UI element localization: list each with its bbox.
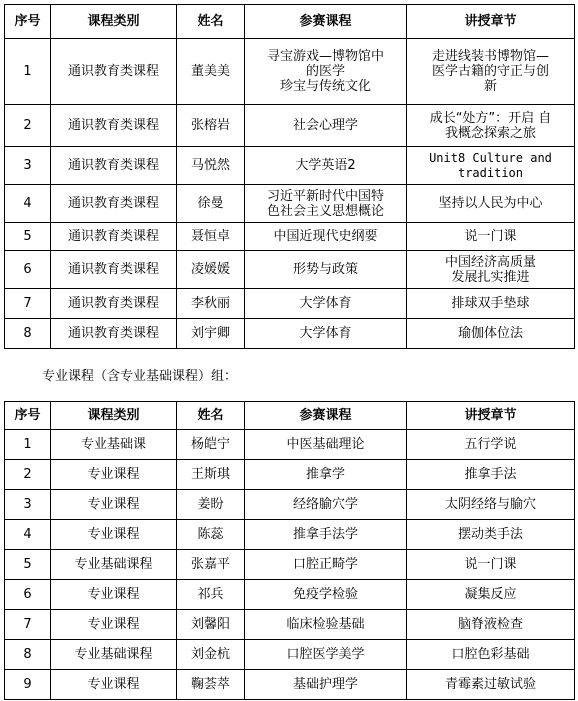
- cell-no: 5: [5, 223, 51, 251]
- cell-course: 基础护理学: [245, 670, 407, 700]
- cell-name: 徐曼: [177, 185, 245, 223]
- header-course: 参赛课程: [245, 402, 407, 430]
- cell-course: 中医基础理论: [245, 430, 407, 460]
- cell-name: 张嘉平: [177, 550, 245, 580]
- table-row: [5, 251, 575, 289]
- cell-course: 推拿学: [245, 460, 407, 490]
- cell-no: 1: [5, 430, 51, 460]
- cell-chapter: 摆动类手法: [407, 520, 575, 550]
- cell-course: 大学体育: [245, 319, 407, 349]
- table-row: [5, 550, 575, 580]
- cell-course: 大学英语2: [245, 147, 407, 185]
- cell-no: 3: [5, 490, 51, 520]
- table-row: [5, 460, 575, 490]
- cell-course: 口腔医学美学: [245, 640, 407, 670]
- cell-type: 专业基础课程: [51, 550, 177, 580]
- cell-course: 经络腧穴学: [245, 490, 407, 520]
- cell-type: 通识教育类课程: [51, 105, 177, 147]
- header-chapter: 讲授章节: [407, 402, 575, 430]
- cell-name: 陈蕊: [177, 520, 245, 550]
- cell-name: 凌媛媛: [177, 251, 245, 289]
- cell-type: 专业课程: [51, 670, 177, 700]
- table-row: [5, 39, 575, 105]
- cell-no: 2: [5, 460, 51, 490]
- cell-no: 9: [5, 670, 51, 700]
- cell-chapter: Unit8 Culture and tradition: [407, 147, 575, 185]
- section-heading: 专业课程（含专业基础课程）组：: [42, 369, 238, 384]
- table-row: [5, 289, 575, 319]
- table-row: [5, 580, 575, 610]
- cell-type: 专业基础课程: [51, 640, 177, 670]
- cell-no: 4: [5, 185, 51, 223]
- table-row: [5, 185, 575, 223]
- cell-name: 马悦然: [177, 147, 245, 185]
- cell-chapter: 说一门课: [407, 223, 575, 251]
- table-row: [5, 319, 575, 349]
- cell-name: 董美美: [177, 39, 245, 105]
- cell-course: 推拿手法学: [245, 520, 407, 550]
- cell-name: 张榕岩: [177, 105, 245, 147]
- table-row: [5, 105, 575, 147]
- cell-no: 8: [5, 640, 51, 670]
- cell-course: 临床检验基础: [245, 610, 407, 640]
- header-no: 序号: [5, 402, 51, 430]
- cell-type: 专业课程: [51, 460, 177, 490]
- cell-name: 祁兵: [177, 580, 245, 610]
- cell-type: 专业课程: [51, 580, 177, 610]
- table-row: [5, 147, 575, 185]
- cell-type: 专业基础课: [51, 430, 177, 460]
- cell-name: 刘金杭: [177, 640, 245, 670]
- cell-course: 免疫学检验: [245, 580, 407, 610]
- header-chapter: 讲授章节: [407, 5, 575, 39]
- cell-name: 刘宇卿: [177, 319, 245, 349]
- cell-no: 5: [5, 550, 51, 580]
- cell-chapter: 推拿手法: [407, 460, 575, 490]
- cell-chapter: 瑜伽体位法: [407, 319, 575, 349]
- cell-chapter: 中国经济高质量 发展扎实推进: [407, 251, 575, 289]
- cell-course: 大学体育: [245, 289, 407, 319]
- table-row: [5, 520, 575, 550]
- cell-name: 王斯琪: [177, 460, 245, 490]
- table-row: [5, 640, 575, 670]
- cell-course: 形势与政策: [245, 251, 407, 289]
- table-row: [5, 670, 575, 700]
- general-courses-table: [4, 4, 575, 349]
- cell-chapter: 五行学说: [407, 430, 575, 460]
- cell-type: 通识教育类课程: [51, 319, 177, 349]
- cell-course: 中国近现代史纲要: [245, 223, 407, 251]
- cell-name: 李秋丽: [177, 289, 245, 319]
- cell-name: 聂恒卓: [177, 223, 245, 251]
- cell-type: 通识教育类课程: [51, 289, 177, 319]
- table-row: [5, 490, 575, 520]
- cell-type: 通识教育类课程: [51, 147, 177, 185]
- cell-chapter: 脑脊液检查: [407, 610, 575, 640]
- cell-course: 寻宝游戏—博物馆中 的医学 珍宝与传统文化: [245, 39, 407, 105]
- cell-name: 刘馨阳: [177, 610, 245, 640]
- cell-chapter: 凝集反应: [407, 580, 575, 610]
- cell-no: 6: [5, 251, 51, 289]
- cell-type: 专业课程: [51, 490, 177, 520]
- cell-no: 4: [5, 520, 51, 550]
- table-row: [5, 610, 575, 640]
- cell-course: 习近平新时代中国特 色社会主义思想概论: [245, 185, 407, 223]
- header-course: 参赛课程: [245, 5, 407, 39]
- cell-no: 2: [5, 105, 51, 147]
- cell-course: 社会心理学: [245, 105, 407, 147]
- cell-type: 专业课程: [51, 610, 177, 640]
- cell-no: 1: [5, 39, 51, 105]
- cell-name: 姜盼: [177, 490, 245, 520]
- table-row: [5, 223, 575, 251]
- cell-chapter: 青霉素过敏试验: [407, 670, 575, 700]
- cell-chapter: 太阴经络与腧穴: [407, 490, 575, 520]
- cell-chapter: 排球双手垫球: [407, 289, 575, 319]
- cell-name: 鞠荟萃: [177, 670, 245, 700]
- header-type: 课程类别: [51, 5, 177, 39]
- header-type: 课程类别: [51, 402, 177, 430]
- cell-chapter: 坚持以人民为中心: [407, 185, 575, 223]
- cell-course: 口腔正畸学: [245, 550, 407, 580]
- cell-type: 通识教育类课程: [51, 185, 177, 223]
- cell-type: 通识教育类课程: [51, 251, 177, 289]
- header-no: 序号: [5, 5, 51, 39]
- header-row: [5, 402, 575, 430]
- header-name: 姓名: [177, 5, 245, 39]
- cell-no: 7: [5, 610, 51, 640]
- header-name: 姓名: [177, 402, 245, 430]
- cell-no: 3: [5, 147, 51, 185]
- cell-chapter: 成长“处方”：开启 自 我概念探索之旅: [407, 105, 575, 147]
- cell-no: 8: [5, 319, 51, 349]
- cell-no: 7: [5, 289, 51, 319]
- table-row: [5, 430, 575, 460]
- cell-chapter: 说一门课: [407, 550, 575, 580]
- professional-courses-table: [4, 401, 575, 700]
- cell-name: 杨皑宁: [177, 430, 245, 460]
- cell-type: 通识教育类课程: [51, 39, 177, 105]
- header-row: [5, 5, 575, 39]
- cell-chapter: 走进线装书博物馆— 医学古籍的守正与创 新: [407, 39, 575, 105]
- cell-no: 6: [5, 580, 51, 610]
- cell-chapter: 口腔色彩基础: [407, 640, 575, 670]
- cell-type: 通识教育类课程: [51, 223, 177, 251]
- cell-type: 专业课程: [51, 520, 177, 550]
